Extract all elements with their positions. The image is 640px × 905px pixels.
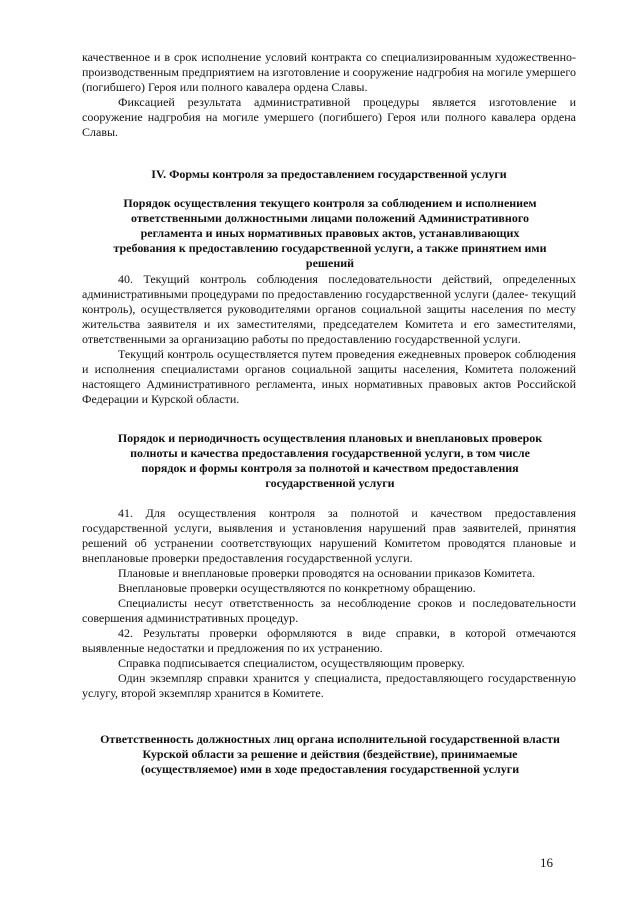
paragraph: Один экземпляр справки хранится у специалиста, предоставляющего государственную услугу, второй экземпляр хранится в Комитете. bbox=[82, 671, 576, 700]
paragraph: 41. Для осуществления контроля за полнотой и качеством предоставления государственной услуги, выявления и установления нарушений прав заявителей, принятия решений об устранении соответствующих нарушений Комитетом проводятся плановые и внеплановые проверки предоставления государственной услуги. bbox=[82, 506, 576, 565]
section-title-block bbox=[82, 167, 576, 182]
subheading-block-3 bbox=[100, 732, 560, 777]
paragraph: Внеплановые проверки осуществляются по конкретному обращению. bbox=[118, 581, 476, 595]
subheading-block-2 bbox=[112, 431, 548, 491]
paragraph: Специалисты несут ответственность за несоблюдение сроков и последовательности совершения административных процедур. bbox=[82, 596, 576, 625]
paragraph: 40. Текущий контроль соблюдения последовательности действий, определенных административными процедурами по предоставлению государственной услуги (далее- текущий контроль), осуществляется руководителями органов социальной защиты населения по месту жительства заявителя и их заместителями, председателем Комитета и его заместителями, ответственными за организацию работы по предоставлению государственной услуги. bbox=[82, 272, 576, 346]
subheading: Ответственность должностных лиц органа исполнительной государственной власти Курской области за решение и действия (бездействие), принимаемые (осуществляемое) ими в ходе предоставления государственной услуги bbox=[100, 732, 560, 776]
top-text-block bbox=[82, 50, 576, 140]
paragraph: Справка подписывается специалистом, осуществляющим проверку. bbox=[118, 656, 465, 670]
subheading-block-1 bbox=[110, 196, 550, 271]
paragraph: Текущий контроль осуществляется путем проведения ежедневных проверок соблюдения и исполнения специалистами органов социальной защиты населения, Комитета положений настоящего Административного регламента, иных нормативных правовых актов Российской Федерации и Курской области. bbox=[82, 347, 576, 406]
section-title: IV. Формы контроля за предоставлением государственной услуги bbox=[151, 167, 507, 181]
paragraph: Плановые и внеплановые проверки проводятся на основании приказов Комитета. bbox=[118, 566, 536, 580]
paragraph: качественное и в срок исполнение условий контракта со специализированным художественно-производственным предприятием на изготовление и сооружение надгробия на могиле умершего (погибшего) Героя или полного кавалера ордена Славы. bbox=[82, 50, 576, 94]
page-number: 16 bbox=[540, 855, 553, 870]
subheading: Порядок и периодичность осуществления плановых и внеплановых проверок полноты и качества предоставления государственной услуги, в том числе порядок и формы контроля за полнотой и качеством предоставления государственной услуги bbox=[117, 431, 543, 490]
paragraph: Фиксацией результата административной процедуры является изготовление и сооружение надгробия на могиле умершего (погибшего) Героя или полного кавалера ордена Славы. bbox=[82, 95, 576, 139]
paragraph: 42. Результаты проверки оформляются в виде справки, в которой отмечаются выявленные недостатки и предложения по их устранению. bbox=[82, 626, 576, 655]
section-text-block-1 bbox=[82, 272, 576, 407]
subheading: Порядок осуществления текущего контроля за соблюдением и исполнением ответственными должностными лицами положений Административного регламента и иных нормативных правовых актов, устанавливающих требования к предоставлению государственной услуги, а также принятием ими решений bbox=[113, 196, 547, 270]
section-text-block-2 bbox=[82, 506, 576, 701]
